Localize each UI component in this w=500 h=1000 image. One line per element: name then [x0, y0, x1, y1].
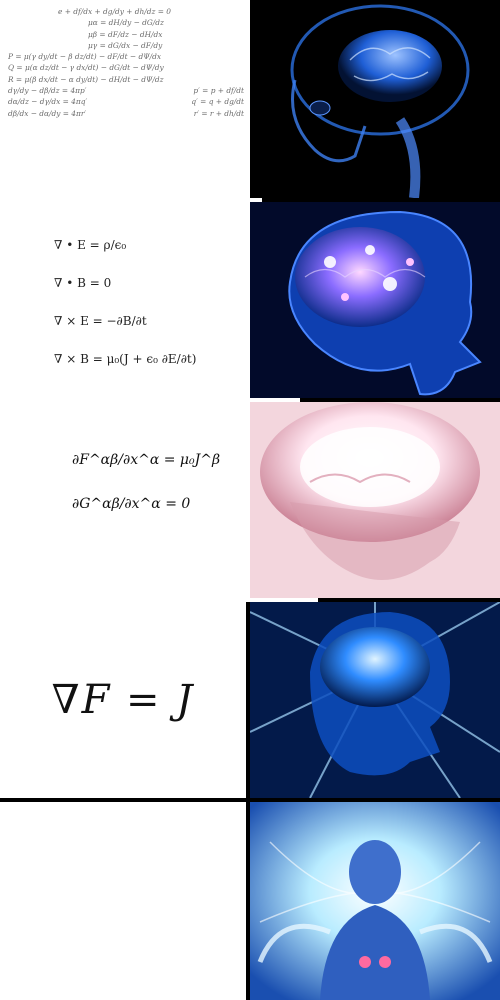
- equation-line: p′ = p + df/dt: [193, 86, 244, 96]
- equation-pair: [8, 85, 254, 96]
- meme-row-3: [0, 402, 500, 598]
- equation-panel-geometric-algebra: [0, 602, 246, 798]
- meme-row-2: [0, 202, 500, 398]
- equation-line: μα = dH/dy − dG/dz: [88, 18, 164, 28]
- brain-image-5: [250, 802, 500, 1000]
- equation-line: e + df/dx + dg/dy + dh/dz = 0: [58, 7, 171, 16]
- equation-line: ∇ • E = ρ/ϵ₀: [54, 238, 127, 252]
- equation-line: dγ/dy − dβ/dz = 4πp′: [8, 86, 87, 96]
- brain-image-2: [250, 202, 500, 398]
- radiant-brain-icon: [250, 402, 500, 598]
- xray-skull-brain-icon: [250, 0, 500, 198]
- meme-row-4: [0, 602, 500, 798]
- equation-line: ∇ • B = 0: [54, 276, 112, 290]
- equation-line: ∇ × B = μ₀(J + ϵ₀ ∂E/∂t): [54, 352, 197, 366]
- glowing-brain-icon: [250, 202, 500, 398]
- brain-image-4: [250, 602, 500, 798]
- equation-line: ∂G^αβ/∂x^α = 0: [72, 496, 191, 512]
- equation-line: dα/dz − dγ/dx = 4πq′: [8, 97, 88, 107]
- equation-line: μβ = dF/dz − dH/dx: [88, 29, 163, 39]
- equation-pair: [8, 108, 254, 119]
- equation-line: q′ = q + dg/dt: [191, 97, 244, 107]
- equation-panel-original-form: [0, 0, 262, 210]
- equation-panel-empty: [0, 802, 246, 1000]
- meme-row-1: [0, 0, 500, 198]
- meme-row-5: [0, 802, 500, 1000]
- brain-image-1: [250, 0, 500, 198]
- brain-image-3: [250, 402, 500, 598]
- equation-line: r′ = r + dh/dt: [193, 108, 244, 118]
- ascended-being-icon: [250, 802, 500, 1000]
- equation-line: Q = μ(α dz/dt − γ dx/dt) − dG/dt − dΨ/dy: [8, 63, 164, 73]
- equation-line: R = μ(β dx/dt − α dy/dt) − dH/dt − dΨ/dz: [8, 74, 164, 84]
- equation-line: dβ/dx − dα/dy = 4πr′: [8, 108, 87, 118]
- equation-line: P = μ(γ dy/dt − β dz/dt) − dF/dt − dΨ/dx: [8, 52, 162, 62]
- equation-line: ∂F^αβ/∂x^α = μ₀J^β: [72, 452, 221, 468]
- brain-light-rays-icon: [250, 602, 500, 798]
- equation-pair: [8, 96, 254, 107]
- equation-line: ∇F = J: [51, 677, 195, 723]
- equation-line: ∇ × E = −∂B/∂t: [54, 314, 147, 328]
- equation-line: μγ = dG/dx − dF/dy: [88, 40, 163, 50]
